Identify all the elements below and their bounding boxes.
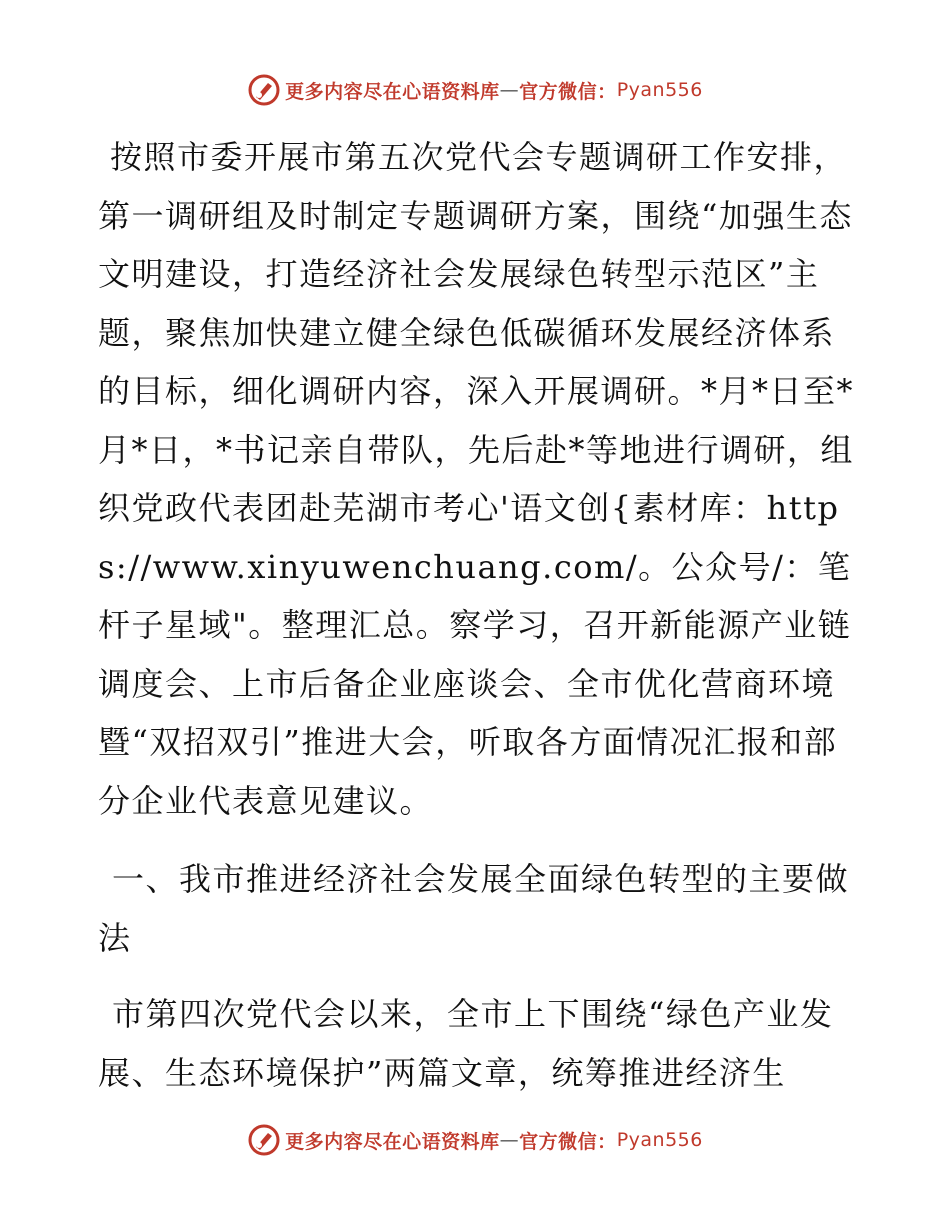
watermark-footer [0, 1120, 950, 1160]
watermark-logo-icon [247, 1123, 281, 1157]
watermark-wechat-label: 官方微信： [519, 80, 617, 103]
watermark-main-text: 更多内容尽在心语资料库 [285, 1130, 500, 1153]
document-body [98, 128, 858, 1122]
watermark-wechat-id: Pyan556 [616, 1129, 703, 1151]
paragraph-intro: 按照市委开展市第五次党代会专题调研工作安排，第一调研组及时制定专题调研方案，围绕“加强生态文明建设，打造经济社会发展绿色转型示范区”主题，聚焦加快建立健全绿色低碳循环发展经济体系的目标，细化调研内容，深入开展调研。*月*日至*月*日，*书记亲自带队，先后赴*等地进行调研，组织党政代表团赴芜湖市考心'语文创{素材库：https://www.xinyuwenchuang.com/。公众号/：笔杆子星域"。整理汇总。察学习，召开新能源产业链调度会、上市后备企业座谈会、全市优化营商环境暨“双招双引”推进大会，听取各方面情况汇报和部分企业代表意见建议。 [98, 138, 855, 820]
watermark-header [0, 70, 950, 110]
watermark-wechat-id: Pyan556 [616, 79, 703, 101]
watermark-dash: — [499, 79, 520, 101]
paragraph-section-1: 市第四次党代会以来，全市上下围绕“绿色产业发展、生态环境保护”两篇文章，统筹推进经济生 [98, 995, 834, 1092]
watermark-wechat-label: 官方微信： [519, 1130, 617, 1153]
section-heading: 一、我市推进经济社会发展全面绿色转型的主要做法 [98, 860, 850, 957]
watermark-logo-icon [247, 73, 281, 107]
watermark-dash: — [499, 1129, 520, 1151]
watermark-main-text: 更多内容尽在心语资料库 [285, 80, 500, 103]
